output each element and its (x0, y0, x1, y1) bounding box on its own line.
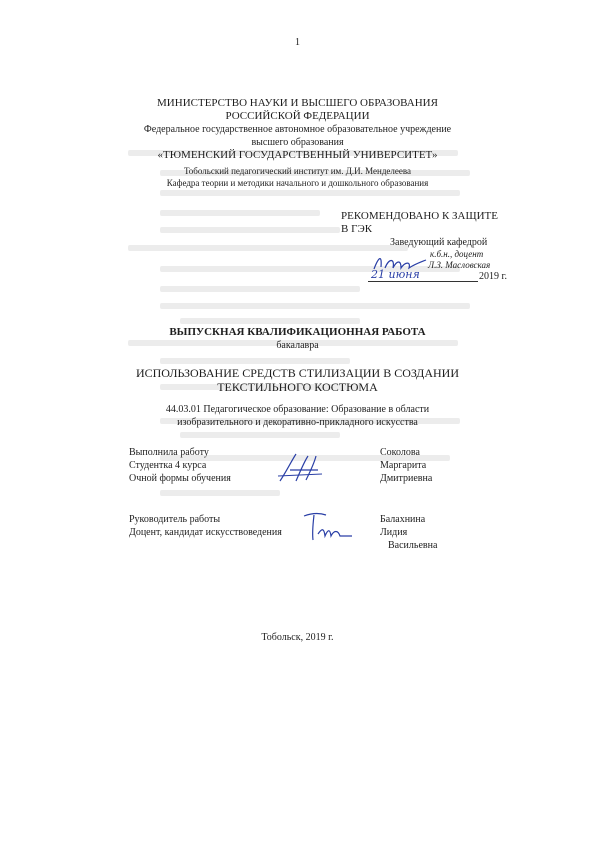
work-title-line-1: ИСПОЛЬЗОВАНИЕ СРЕДСТВ СТИЛИЗАЦИИ В СОЗДАНИИ (135, 366, 460, 380)
student-label-3: Очной формы обучения (129, 473, 231, 484)
ministry-line-1: МИНИСТЕРСТВО НАУКИ И ВЫСШЕГО ОБРАЗОВАНИЯ (157, 97, 438, 109)
student-surname: Соколова (380, 447, 420, 458)
head-name: Л.З. Масловская (428, 260, 491, 270)
department-name: Кафедра теории и методики начального и дошкольного образования (166, 178, 429, 188)
recommend-line-2: В ГЭК (341, 223, 373, 235)
student-name: Маргарита (380, 460, 427, 471)
specialty-line-2: изобразительного и декоративно-прикладного искусства (177, 417, 418, 428)
approval-year: 2019 г. (479, 271, 507, 282)
specialty-line-1: 44.03.01 Педагогическое образование: Образование в области (165, 404, 430, 415)
student-signature (276, 450, 326, 488)
supervisor-label-1: Руководитель работы (129, 514, 221, 525)
page-number: 1 (295, 37, 300, 48)
recommend-line-1: РЕКОМЕНДОВАНО К ЗАЩИТЕ (341, 210, 498, 222)
supervisor-signature (300, 510, 356, 544)
supervisor-surname: Балахнина (380, 514, 426, 525)
supervisor-name: Лидия (380, 527, 408, 538)
supervisor-label-2: Доцент, кандидат искусствоведения (129, 527, 282, 538)
work-level: бакалавра (276, 340, 319, 351)
student-patronymic: Дмитриевна (380, 473, 433, 484)
city-year: Тобольск, 2019 г. (261, 632, 334, 643)
work-title-line-2: ТЕКСТИЛЬНОГО КОСТЮМА (217, 380, 378, 394)
student-label-2: Студентка 4 курса (129, 460, 207, 471)
student-label-1: Выполнила работу (129, 447, 209, 458)
ministry-line-2: РОССИЙСКОЙ ФЕДЕРАЦИИ (225, 110, 370, 122)
institution-line-1: Федеральное государственное автономное образовательное учреждение (143, 124, 452, 135)
date-underline (368, 281, 478, 282)
institution-line-2: высшего образования (251, 137, 344, 148)
head-of-department-title: Заведующий кафедрой (390, 237, 488, 248)
work-type: ВЫПУСКНАЯ КВАЛИФИКАЦИОННАЯ РАБОТА (169, 326, 426, 338)
university-name: «ТЮМЕНСКИЙ ГОСУДАРСТВЕННЫЙ УНИВЕРСИТЕТ» (157, 149, 438, 161)
head-degree: к.б.н., доцент (430, 249, 484, 259)
institute-name: Тобольский педагогический институт им. Д.И. Менделеева (183, 166, 411, 176)
handwritten-date: 21 июня (371, 268, 420, 281)
supervisor-patronymic: Васильевна (388, 540, 438, 551)
